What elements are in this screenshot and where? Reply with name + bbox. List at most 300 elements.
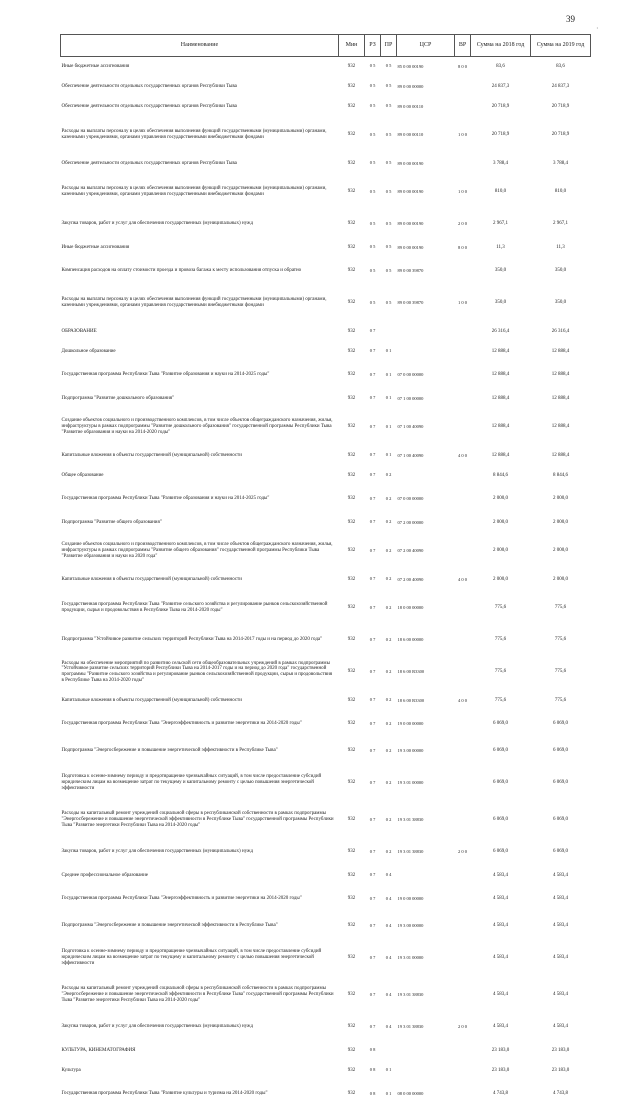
- row-sum-2019: 775,6: [554, 669, 567, 675]
- row-name: Государственная программа Республики Тыва "Развитие образования и науки на 2014-2025 годы": [61, 496, 270, 502]
- row-pr: 0 1: [385, 348, 392, 354]
- header-pr: ПР: [381, 35, 397, 57]
- table-row: [61, 913, 591, 940]
- row-csr: 19 3 00 00000: [397, 923, 424, 929]
- row-csr: 19 0 00 00000: [397, 721, 424, 727]
- row-min: 932: [347, 348, 356, 354]
- row-rz: 0 7: [369, 604, 376, 610]
- row-rz: 0 5: [369, 63, 376, 69]
- row-min: 932: [347, 669, 356, 675]
- row-min: 932: [347, 637, 356, 643]
- row-pr: 0 2: [385, 604, 392, 610]
- row-csr: [397, 322, 455, 342]
- row-vr: [455, 1081, 471, 1108]
- row-name: Государственная программа Республики Тыва "Развитие образования и науки на 2014-2025 годы": [61, 372, 270, 378]
- table-row: [61, 886, 591, 913]
- row-sum-2019: 6 069,0: [553, 849, 568, 855]
- row-min: 932: [347, 721, 356, 727]
- row-pr: 0 1: [385, 1067, 392, 1073]
- row-vr: [455, 389, 471, 409]
- row-name: Создание объектов социального и производственного комплексов, в том числе объектов общегражданского назначения, жилья, инфраструктуры в рамках подпрограммы "Развитие дошкольного образования" государственной программы Республики Тыва "Развитие образования и науки на 2014-2020 годы": [61, 418, 333, 435]
- row-csr: 89 0 00 00110: [397, 132, 424, 138]
- row-sum-2018: 20 718,9: [491, 103, 510, 109]
- row-sum-2019: 6 069,0: [553, 780, 568, 786]
- row-csr: 18 6 00 R3300: [397, 697, 425, 703]
- row-pr: 0 2: [385, 495, 392, 501]
- row-name: Государственная программа Республики Тыва "Энергоэффективность и развитие энергетики на 2014-2020 годы": [61, 721, 302, 727]
- row-csr: 89 0 00 00110: [397, 103, 424, 109]
- row-min: 932: [347, 424, 356, 430]
- row-rz: 0 7: [369, 1023, 376, 1029]
- row-pr: 0 4: [385, 1023, 392, 1029]
- row-csr: 19 3 01 38830: [397, 992, 424, 998]
- row-rz: 0 7: [369, 472, 376, 478]
- row-sum-2019: 23 183,0: [551, 1047, 570, 1053]
- table-row: [61, 362, 591, 389]
- row-rz: 0 7: [369, 895, 376, 901]
- row-rz: 0 5: [369, 188, 376, 194]
- row-vr: 1 0 0: [458, 300, 467, 306]
- row-name: Обеспечение деятельности отдельных государственных органов Республики Тыва: [61, 83, 237, 89]
- row-min: 932: [347, 817, 356, 823]
- table-header-row: [61, 35, 591, 57]
- row-pr: 0 2: [385, 636, 392, 642]
- row-name: ОБРАЗОВАНИЕ: [61, 328, 97, 334]
- row-name: Государственная программа Республики Тыва "Развитие сельского хозяйства и регулирование рынков сельскохозяйственной продукции, сырья и продовольствия в Республике Тыва на 2014-2020 годы": [61, 602, 328, 613]
- row-sum-2018: 4 583,4: [493, 992, 508, 998]
- header-sum-2019: Сумма на 2019 год: [531, 35, 591, 57]
- row-vr: 1 0 0: [458, 132, 467, 138]
- table-row: [61, 1061, 591, 1081]
- row-csr: [397, 1061, 455, 1081]
- row-vr: [455, 738, 471, 765]
- table-row: [61, 466, 591, 486]
- row-csr: 19 0 00 00000: [397, 896, 424, 902]
- row-sum-2019: 12 888,4: [551, 372, 570, 378]
- table-row: [61, 765, 591, 802]
- row-pr: [381, 322, 397, 342]
- row-rz: 0 5: [369, 83, 376, 89]
- row-csr: 18 6 00 R3300: [397, 669, 425, 675]
- table-row: [61, 77, 591, 97]
- row-name: Обеспечение деятельности отдельных государственных органов Республики Тыва: [61, 160, 237, 166]
- row-name: Компенсация расходов на оплату стоимости проезда и провоза багажа к месту использования отпуска и обратно: [61, 268, 302, 274]
- row-vr: 2 0 0: [458, 1024, 467, 1030]
- row-vr: [455, 513, 471, 533]
- row-sum-2019: 24 837,3: [551, 83, 570, 89]
- row-min: 932: [347, 896, 356, 902]
- row-vr: [455, 802, 471, 839]
- row-pr: 0 2: [385, 697, 392, 703]
- table-row: [61, 940, 591, 977]
- row-min: 932: [347, 992, 356, 998]
- table-row: [61, 211, 591, 238]
- row-sum-2019: 2 000,0: [553, 548, 568, 554]
- row-sum-2019: 11,3: [556, 244, 565, 250]
- row-csr: 19 3 01 38830: [397, 1024, 424, 1030]
- row-csr: 89 0 00 39870: [397, 268, 424, 274]
- row-min: 932: [347, 189, 356, 195]
- row-sum-2019: 775,6: [554, 697, 567, 703]
- row-sum-2019: 8 844,6: [553, 472, 568, 478]
- row-rz: 0 7: [369, 547, 376, 553]
- row-csr: 08 0 00 00000: [397, 1091, 424, 1097]
- row-name: Среднее профессиональное образование: [61, 872, 148, 878]
- row-csr: 19 3 01 38830: [397, 817, 424, 823]
- row-pr: [381, 1041, 397, 1061]
- row-min: 932: [347, 221, 356, 227]
- row-min: 932: [347, 132, 356, 138]
- table-row: [61, 802, 591, 839]
- row-csr: 19 3 01 00000: [397, 955, 424, 961]
- row-min: 932: [347, 605, 356, 611]
- row-pr: 0 2: [385, 747, 392, 753]
- row-min: 932: [347, 496, 356, 502]
- row-csr: 18 6 00 00000: [397, 637, 424, 643]
- row-sum-2019: 775,6: [554, 637, 567, 643]
- row-rz: 0 7: [369, 519, 376, 525]
- row-min: 932: [347, 244, 356, 250]
- row-sum-2019: 350,0: [554, 300, 567, 306]
- row-sum-2019: 775,6: [554, 605, 567, 611]
- header-rz: РЗ: [365, 35, 381, 57]
- row-pr: 0 2: [385, 816, 392, 822]
- row-sum-2018: 11,3: [496, 244, 505, 250]
- row-csr: [397, 1041, 455, 1061]
- row-sum-2018: 350,0: [494, 268, 507, 274]
- row-csr: 07 1 00 00000: [397, 395, 424, 401]
- row-vr: 8 0 0: [458, 64, 467, 70]
- row-csr: [397, 342, 455, 362]
- row-sum-2018: 6 069,0: [493, 849, 508, 855]
- row-sum-2018: 12 888,4: [491, 452, 510, 458]
- row-sum-2019: 4 583,4: [553, 992, 568, 998]
- row-sum-2018: 8 844,6: [493, 472, 508, 478]
- row-min: 932: [347, 1067, 356, 1073]
- row-name: Закупка товаров, работ и услуг для обеспечения государственных (муниципальных) нужд: [61, 849, 254, 855]
- row-csr: 07 2 00 00000: [397, 519, 424, 525]
- row-name: Создание объектов социального и производственного комплексов, в том числе объектов общегражданского назначения, жилья, инфраструктуры в рамках подпрограммы "Развитие общего образования" государственной программы Республики Тыва "Развитие образования и науки на 2020 года": [61, 542, 333, 559]
- row-rz: 0 7: [369, 747, 376, 753]
- row-vr: [455, 627, 471, 654]
- table-row: [61, 738, 591, 765]
- row-min: 932: [347, 697, 356, 703]
- row-rz: 0 7: [369, 922, 376, 928]
- row-sum-2018: 775,6: [494, 605, 507, 611]
- row-min: 932: [347, 328, 356, 334]
- row-rz: 0 7: [369, 816, 376, 822]
- row-csr: [397, 466, 455, 486]
- row-csr: 18 0 00 00000: [397, 605, 424, 611]
- row-sum-2019: 4 583,4: [553, 955, 568, 961]
- table-row: [61, 1041, 591, 1061]
- page-number: 39: [566, 14, 575, 24]
- row-csr: 19 3 01 38830: [397, 849, 424, 855]
- row-csr: 89 0 00 00190: [397, 189, 424, 195]
- row-name: Подпрограмма "Энергосбережение и повышение энергетической эффективности в Республике Тыва": [61, 923, 278, 929]
- row-rz: 0 8: [369, 1090, 376, 1096]
- row-sum-2018: 2 000,0: [493, 548, 508, 554]
- row-sum-2019: 4 743,8: [553, 1091, 568, 1097]
- row-min: 932: [347, 1024, 356, 1030]
- table-row: [61, 627, 591, 654]
- row-name: Расходы на обеспечение мероприятий по развитию сельской сети общеобразовательных учреждений в рамках подпрограммы "Устойчивое развитие сельских территорий Республики Тыва на 2014-2017 годы и на период до 2020 года" государственной программы "Развитие сельского хозяйства и регулирование рынков сельскохозяйственной продукции, сырья и продовольствия в Республике Тыва на 2014-2020 годы": [61, 660, 333, 683]
- row-sum-2018: 2 000,0: [493, 519, 508, 525]
- row-min: 932: [347, 372, 356, 378]
- row-pr: 0 2: [385, 576, 392, 582]
- table-row: [61, 446, 591, 466]
- row-sum-2019: 6 069,0: [553, 817, 568, 823]
- row-csr: 19 3 00 00000: [397, 748, 424, 754]
- row-sum-2019: 12 888,4: [551, 452, 570, 458]
- table-row: [61, 389, 591, 409]
- row-pr: 0 2: [385, 848, 392, 854]
- row-sum-2018: 6 069,0: [493, 748, 508, 754]
- row-sum-2018: 6 069,0: [493, 780, 508, 786]
- row-rz: 0 5: [369, 103, 376, 109]
- row-sum-2018: 26 316,4: [491, 328, 510, 334]
- row-pr: 0 5: [385, 103, 392, 109]
- row-pr: 0 1: [385, 1090, 392, 1096]
- row-vr: 2 0 0: [458, 849, 467, 855]
- row-rz: 0 7: [369, 576, 376, 582]
- row-csr: 89 0 00 00000: [397, 83, 424, 89]
- row-sum-2019: 350,0: [554, 268, 567, 274]
- row-rz: 0 7: [369, 720, 376, 726]
- row-min: 932: [347, 472, 356, 478]
- row-vr: [455, 466, 471, 486]
- row-sum-2018: 4 743,8: [493, 1091, 508, 1097]
- row-vr: [455, 913, 471, 940]
- row-sum-2018: 350,0: [494, 300, 507, 306]
- row-pr: 0 2: [385, 472, 392, 478]
- row-pr: 0 5: [385, 131, 392, 137]
- row-min: 932: [347, 748, 356, 754]
- row-name: Расходы на капитальный ремонт учреждений социальной сферы в республиканской собственности в рамках подпрограммы "Энергосбережение и повышение энергетической эффективности в Республике Тыва" государственной программы Республики Тыва "Развитие энергетики Республики Тыва на 2014-2020 годы": [61, 811, 334, 828]
- row-name: Подпрограмма "Развитие дошкольного образования": [61, 395, 175, 401]
- table-row: [61, 174, 591, 211]
- row-rz: 0 5: [369, 131, 376, 137]
- row-rz: 0 5: [369, 267, 376, 273]
- table-row: [61, 285, 591, 322]
- row-csr: 89 0 00 39870: [397, 300, 424, 306]
- row-rz: 0 7: [369, 697, 376, 703]
- row-name: Закупка товаров, работ и услуг для обеспечения государственных (муниципальных) нужд: [61, 221, 254, 227]
- row-vr: [455, 533, 471, 570]
- row-name: Подпрограмма "Энергосбережение и повышение энергетической эффективности в Республике Тыва": [61, 748, 278, 754]
- row-sum-2018: 775,6: [494, 697, 507, 703]
- row-sum-2018: 83,6: [496, 63, 505, 69]
- row-name: Капитальные вложения в объекты государственной (муниципальной) собственности: [61, 452, 242, 458]
- row-csr: 07 2 00 40090: [397, 548, 424, 554]
- table-row: [61, 533, 591, 570]
- table-row: [61, 238, 591, 258]
- row-rz: 0 5: [369, 220, 376, 226]
- row-min: 932: [347, 63, 356, 69]
- row-min: 932: [347, 160, 356, 166]
- row-pr: 0 5: [385, 299, 392, 305]
- table-row: [61, 258, 591, 285]
- row-name: Подготовка к осенне-зимнему периоду и предотвращение чрезвычайных ситуаций, в том числе предоставление субсидий юридическим лицам на возмещение затрат по текущему и капитальному ремонту с целью повышения энергетической эффективности: [61, 774, 322, 791]
- row-rz: 0 8: [369, 1047, 376, 1053]
- row-rz: 0 7: [369, 779, 376, 785]
- row-rz: 0 7: [369, 395, 376, 401]
- row-vr: [455, 1061, 471, 1081]
- row-name: Подпрограмма "Развитие общего образования": [61, 519, 162, 525]
- table-row: [61, 409, 591, 446]
- row-vr: 1 0 0: [458, 189, 467, 195]
- row-pr: 0 2: [385, 720, 392, 726]
- row-pr: 0 5: [385, 160, 392, 166]
- row-min: 932: [347, 576, 356, 582]
- table-body: [61, 57, 591, 1108]
- row-sum-2018: 3 788,4: [493, 160, 508, 166]
- table-row: [61, 117, 591, 154]
- row-rz: 0 7: [369, 328, 376, 334]
- row-rz: 0 5: [369, 299, 376, 305]
- row-min: 932: [347, 955, 356, 961]
- row-pr: 0 2: [385, 547, 392, 553]
- row-csr: 19 3 01 00000: [397, 780, 424, 786]
- row-rz: 0 7: [369, 991, 376, 997]
- row-sum-2019: 2 000,0: [553, 496, 568, 502]
- row-sum-2018: 12 888,4: [491, 348, 510, 354]
- row-sum-2018: 23 183,0: [491, 1047, 510, 1053]
- row-pr: 0 1: [385, 423, 392, 429]
- row-sum-2018: 4 583,4: [493, 923, 508, 929]
- row-rz: 0 7: [369, 348, 376, 354]
- row-sum-2019: 4 583,4: [553, 1024, 568, 1030]
- row-sum-2019: 20 718,9: [551, 132, 570, 138]
- row-sum-2018: 775,6: [494, 669, 507, 675]
- row-min: 932: [347, 300, 356, 306]
- row-vr: 4 0 0: [458, 452, 467, 458]
- row-sum-2018: 2 967,1: [493, 221, 508, 227]
- row-min: 932: [347, 872, 356, 878]
- row-sum-2019: 4 583,4: [553, 872, 568, 878]
- row-sum-2018: 4 583,4: [493, 1024, 508, 1030]
- row-vr: [455, 322, 471, 342]
- corner-mark: ·: [596, 24, 599, 33]
- row-sum-2019: 810,0: [554, 189, 567, 195]
- row-name: Расходы на выплаты персоналу в целях обеспечения выполнения функций государственными (муниципальными) органами, казенными учреждениями, органами управления государственными внебюджетными фондами: [61, 129, 327, 140]
- row-sum-2018: 2 000,0: [493, 496, 508, 502]
- row-csr: [397, 866, 455, 886]
- row-pr: 0 4: [385, 872, 392, 878]
- table-row: [61, 711, 591, 738]
- header-vr: ВР: [455, 35, 471, 57]
- row-pr: 0 5: [385, 244, 392, 250]
- row-pr: 0 2: [385, 668, 392, 674]
- row-name: Расходы на выплаты персоналу в целях обеспечения выполнения функций государственными (муниципальными) органами, казенными учреждениями, органами управления государственными внебюджетными фондами: [61, 297, 327, 308]
- row-vr: [455, 654, 471, 691]
- row-sum-2019: 20 718,9: [551, 103, 570, 109]
- row-sum-2019: 12 888,4: [551, 424, 570, 430]
- row-name: Капитальные вложения в объекты государственной (муниципальной) собственности: [61, 576, 242, 582]
- row-pr: 0 4: [385, 895, 392, 901]
- table-row: [61, 154, 591, 174]
- row-sum-2019: 2 000,0: [553, 576, 568, 582]
- row-csr: 07 1 00 40090: [397, 452, 424, 458]
- row-min: 932: [347, 519, 356, 525]
- row-rz: 0 8: [369, 1067, 376, 1073]
- row-name: Подпрограмма "Устойчивое развитие сельских территорий Республики Тыва на 2014-2017 годы и на период до 2020 года": [61, 637, 323, 643]
- row-csr: 07 1 00 40090: [397, 424, 424, 430]
- table-row: [61, 97, 591, 117]
- table-row: [61, 1081, 591, 1108]
- row-csr: 07 0 00 00000: [397, 496, 424, 502]
- row-sum-2019: 2 967,1: [553, 221, 568, 227]
- row-vr: [455, 342, 471, 362]
- row-rz: 0 7: [369, 872, 376, 878]
- row-name: Дошкольное образование: [61, 348, 116, 354]
- row-pr: 0 4: [385, 991, 392, 997]
- row-sum-2019: 4 583,4: [553, 896, 568, 902]
- row-name: Общее образование: [61, 472, 104, 478]
- row-min: 932: [347, 1047, 356, 1053]
- row-min: 932: [347, 452, 356, 458]
- row-name: Расходы на выплаты персоналу в целях обеспечения выполнения функций государственными (муниципальными) органами, казенными учреждениями, органами управления государственными внебюджетными фондами: [61, 186, 327, 197]
- row-csr: 89 0 00 00190: [397, 244, 424, 250]
- row-vr: [455, 866, 471, 886]
- row-pr: 0 2: [385, 779, 392, 785]
- row-name: Расходы на капитальный ремонт учреждений социальной сферы в республиканской собственности в рамках подпрограммы "Энергосбережение и повышение энергетической эффективности в Республике Тыва" государственной программы Республики Тыва "Развитие энергетики Республики Тыва на 2014-2020 годы": [61, 986, 334, 1003]
- row-csr: 89 0 00 00190: [397, 160, 424, 166]
- row-rz: 0 7: [369, 423, 376, 429]
- row-name: Иные бюджетные ассигнования: [61, 244, 130, 250]
- row-pr: 0 5: [385, 188, 392, 194]
- row-min: 932: [347, 849, 356, 855]
- row-name: Капитальные вложения в объекты государственной (муниципальной) собственности: [61, 697, 242, 703]
- row-pr: 0 5: [385, 220, 392, 226]
- row-pr: 0 5: [385, 63, 392, 69]
- row-name: Подготовка к осенне-зимнему периоду и предотвращение чрезвычайных ситуаций, в том числе предоставление субсидий юридическим лицам на возмещение затрат по текущему и капитальному ремонту с целью повышения энергетической эффективности: [61, 949, 322, 966]
- row-vr: [455, 97, 471, 117]
- row-pr: 0 1: [385, 371, 392, 377]
- row-sum-2018: 2 000,0: [493, 576, 508, 582]
- row-sum-2018: 4 583,4: [493, 955, 508, 961]
- header-csr: ЦСР: [397, 35, 455, 57]
- table-row: [61, 342, 591, 362]
- row-min: 932: [347, 103, 356, 109]
- row-vr: [455, 154, 471, 174]
- row-vr: [455, 765, 471, 802]
- row-rz: 0 7: [369, 636, 376, 642]
- row-name: Культура: [61, 1067, 81, 1073]
- row-min: 932: [347, 780, 356, 786]
- row-csr: 07 2 00 40090: [397, 576, 424, 582]
- table-row: [61, 57, 591, 77]
- row-vr: [455, 711, 471, 738]
- header-min: Мин: [339, 35, 365, 57]
- row-rz: 0 5: [369, 244, 376, 250]
- row-pr: 0 1: [385, 395, 392, 401]
- row-name: Государственная программа Республики Тыва "Энергоэффективность и развитие энергетики на 2014-2020 годы": [61, 896, 302, 902]
- row-sum-2018: 4 583,4: [493, 896, 508, 902]
- row-sum-2018: 20 718,9: [491, 132, 510, 138]
- row-vr: [455, 409, 471, 446]
- header-sum-2018: Сумма на 2018 год: [471, 35, 531, 57]
- row-vr: 2 0 0: [458, 221, 467, 227]
- row-vr: [455, 1041, 471, 1061]
- table-row: [61, 513, 591, 533]
- row-sum-2019: 4 583,4: [553, 923, 568, 929]
- row-rz: 0 7: [369, 452, 376, 458]
- row-vr: [455, 258, 471, 285]
- row-pr: 0 5: [385, 267, 392, 273]
- row-csr: 85 0 00 00190: [397, 64, 424, 70]
- row-name: КУЛЬТУРА, КИНЕМАТОГРАФИЯ: [61, 1047, 136, 1053]
